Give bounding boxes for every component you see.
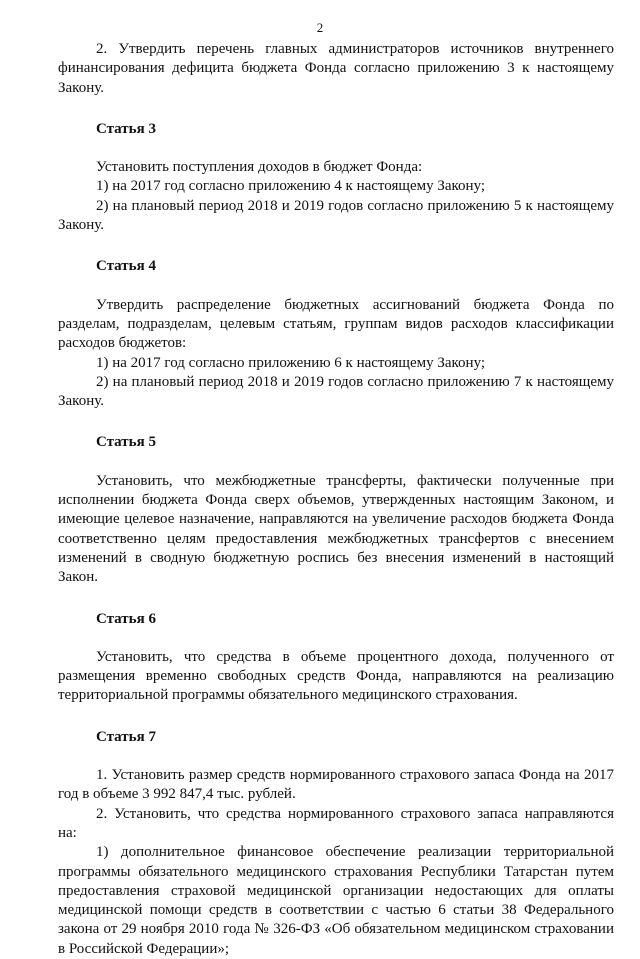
article-7-item-1: 1. Установить размер средств нормированного страхового запаса Фонда на 2017 год в объеме 3 992 847,4 тыс. рублей.: [58, 767, 614, 803]
article-3-item-1: 1) на 2017 год согласно приложению 4 к настоящему Закону;: [96, 178, 486, 195]
article-4-heading: Статья 4: [96, 258, 156, 275]
article-7-item-2: 2. Установить, что средства нормированного страхового запаса направляются на:: [58, 805, 614, 841]
article-6-text: Установить, что средства в объеме процентного дохода, полученного от размещения временно свободных средств Фонда, направляются на реализацию территориальной программы обязательного медицинского страхования.: [58, 648, 614, 704]
article-4-item-1: 1) на 2017 год согласно приложению 6 к настоящему Закону;: [96, 354, 486, 371]
document-body: [58, 40, 614, 959]
article-5-text: Установить, что межбюджетные трансферты, фактически полученные при исполнении бюджета Фонда сверх объемов, утвержденных настоящим Законом, и имеющие целевое назначение, направляются на увеличение расходов бюджета Фонда соответственно целям предоставления межбюджетных трансфертов с внесением изменений в сводную бюджетную роспись без внесения изменений в настоящий Закон.: [58, 472, 614, 586]
paragraph-2: 2. Утвердить перечень главных администраторов источников внутреннего финансирования дефицита бюджета Фонда согласно приложению 3 к настоящему Закону.: [58, 41, 614, 96]
article-3-heading: Статья 3: [96, 120, 156, 137]
article-3-item-2: 2) на плановый период 2018 и 2019 годов согласно приложению 5 к настоящему Закону.: [58, 197, 614, 234]
article-7-heading: Статья 7: [96, 728, 156, 745]
article-5-heading: Статья 5: [96, 434, 156, 451]
article-6-heading: Статья 6: [96, 610, 156, 627]
article-3-text: Установить поступления доходов в бюджет Фонда:: [96, 159, 423, 176]
article-4-item-2: 2) на плановый период 2018 и 2019 годов согласно приложению 7 к настоящему Закону.: [58, 373, 614, 410]
page-number: 2: [316, 20, 324, 35]
article-4-text: Утвердить распределение бюджетных ассигнований бюджета Фонда по разделам, подразделам, целевым статьям, группам видов расходов классификации расходов бюджетов:: [58, 296, 614, 352]
article-7-subitem-1: 1) дополнительное финансовое обеспечение реализации территориальной программы обязательного медицинского страхования Республики Татарстан путем предоставления страховой медицинской организации недостающих для оплаты медицинской помощи средств в соответствии с частью 6 статьи 38 Федерального закона от 29 ноября 2010 года № 326-ФЗ «Об обязательном медицинском страховании в Российской Федерации»;: [58, 844, 614, 957]
